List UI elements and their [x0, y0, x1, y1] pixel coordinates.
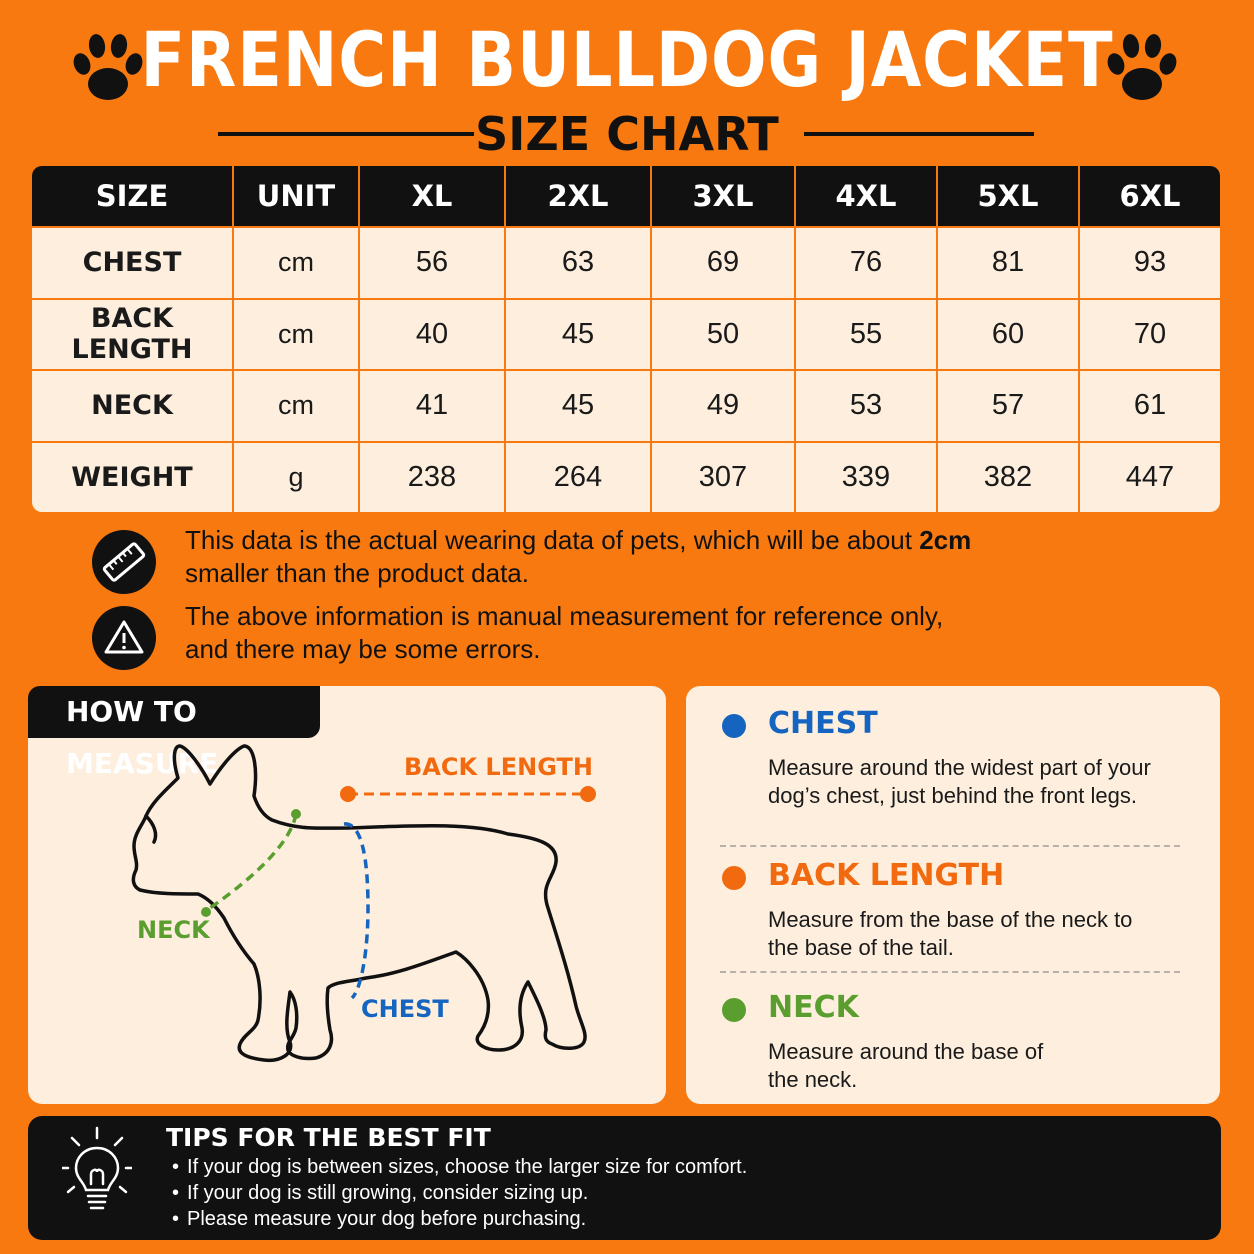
list-item: • If your dog is still growing, consider sizing up. [166, 1180, 747, 1206]
note-text-part: The above information is manual measurement for reference only, [185, 601, 944, 631]
table-row [32, 441, 1220, 513]
column-header: 6XL [1080, 166, 1220, 226]
how-to-measure-tab: HOW TO MEASURE [28, 686, 320, 738]
note-actual-data [92, 525, 1092, 594]
subtitle-row [0, 108, 1254, 160]
table-cell: 45 [506, 298, 652, 370]
ruler-icon [92, 530, 156, 594]
tips-title: TIPS FOR THE BEST FIT [166, 1123, 491, 1152]
divider [720, 971, 1180, 973]
table-cell: 93 [1080, 226, 1220, 298]
column-header: SIZE [32, 166, 234, 226]
table-cell: 70 [1080, 298, 1220, 370]
legend-description: Measure from the base of the neck to the base of the tail. [768, 907, 1133, 960]
table-cell: 307 [652, 441, 796, 513]
note-text-part: smaller than the product data. [185, 558, 529, 588]
table-cell: 81 [938, 226, 1080, 298]
note-text-part: and there may be some errors. [185, 634, 541, 664]
size-table [32, 166, 1220, 512]
table-cell: 56 [360, 226, 506, 298]
neck-measure-line [204, 814, 296, 912]
table-cell: 69 [652, 226, 796, 298]
page-subtitle: SIZE CHART [475, 107, 779, 161]
chest-measure-line [344, 824, 368, 998]
row-label: NECK [32, 369, 234, 441]
warning-icon [92, 606, 156, 670]
list-item: • Please measure your dog before purchasing. [166, 1206, 747, 1232]
table-cell: 63 [506, 226, 652, 298]
row-label: WEIGHT [32, 441, 234, 513]
list-item: • If your dog is between sizes, choose the larger size for comfort. [166, 1154, 747, 1180]
table-row [32, 298, 1220, 370]
table-cell: 76 [796, 226, 938, 298]
legend-description: Measure around the base of the neck. [768, 1039, 1044, 1092]
lightbulb-icon [62, 1124, 132, 1224]
back-length-end-dot [580, 786, 596, 802]
row-label: BACK LENGTH [32, 298, 234, 370]
unit-cell: g [234, 441, 360, 513]
table-header-row [32, 166, 1220, 226]
back-length-start-dot [340, 786, 356, 802]
column-header: XL [360, 166, 506, 226]
column-header: UNIT [234, 166, 360, 226]
table-row [32, 226, 1220, 298]
legend-title: CHEST [768, 706, 878, 741]
table-cell: 382 [938, 441, 1080, 513]
neck-dot-icon [722, 998, 746, 1022]
table-row [32, 369, 1220, 441]
back-length-label: BACK LENGTH [404, 753, 593, 781]
table-cell: 53 [796, 369, 938, 441]
note-disclaimer [92, 601, 1092, 670]
divider [804, 132, 1034, 136]
divider [720, 845, 1180, 847]
row-label: CHEST [32, 226, 234, 298]
unit-cell: cm [234, 298, 360, 370]
note-text-part: This data is the actual wearing data of pets, which will be about [185, 525, 920, 555]
page-title: FRENCH BULLDOG JACKET [140, 15, 1114, 104]
note-highlight: 2cm [919, 525, 972, 555]
table-cell: 60 [938, 298, 1080, 370]
legend-title: BACK LENGTH [768, 858, 1005, 893]
table-cell: 50 [652, 298, 796, 370]
table-cell: 238 [360, 441, 506, 513]
table-cell: 45 [506, 369, 652, 441]
note-text [185, 600, 1085, 666]
chest-dot-icon [722, 714, 746, 738]
neck-label: NECK [137, 916, 210, 944]
chest-label: CHEST [361, 995, 449, 1023]
neck-dot [291, 809, 301, 819]
tips-panel [28, 1116, 1221, 1240]
column-header: 3XL [652, 166, 796, 226]
table-cell: 40 [360, 298, 506, 370]
back-length-dot-icon [722, 866, 746, 890]
table-cell: 57 [938, 369, 1080, 441]
note-text [185, 524, 1085, 590]
column-header: 5XL [938, 166, 1080, 226]
column-header: 4XL [796, 166, 938, 226]
table-cell: 264 [506, 441, 652, 513]
table-cell: 61 [1080, 369, 1220, 441]
table-cell: 339 [796, 441, 938, 513]
unit-cell: cm [234, 226, 360, 298]
tips-list [166, 1154, 747, 1232]
unit-cell: cm [234, 369, 360, 441]
column-header: 2XL [506, 166, 652, 226]
table-cell: 447 [1080, 441, 1220, 513]
table-cell: 49 [652, 369, 796, 441]
legend-title: NECK [768, 990, 859, 1025]
dog-diagram [28, 738, 666, 1104]
table-cell: 41 [360, 369, 506, 441]
legend-description: Measure around the widest part of your dog’s chest, just behind the front legs. [768, 755, 1151, 808]
table-cell: 55 [796, 298, 938, 370]
